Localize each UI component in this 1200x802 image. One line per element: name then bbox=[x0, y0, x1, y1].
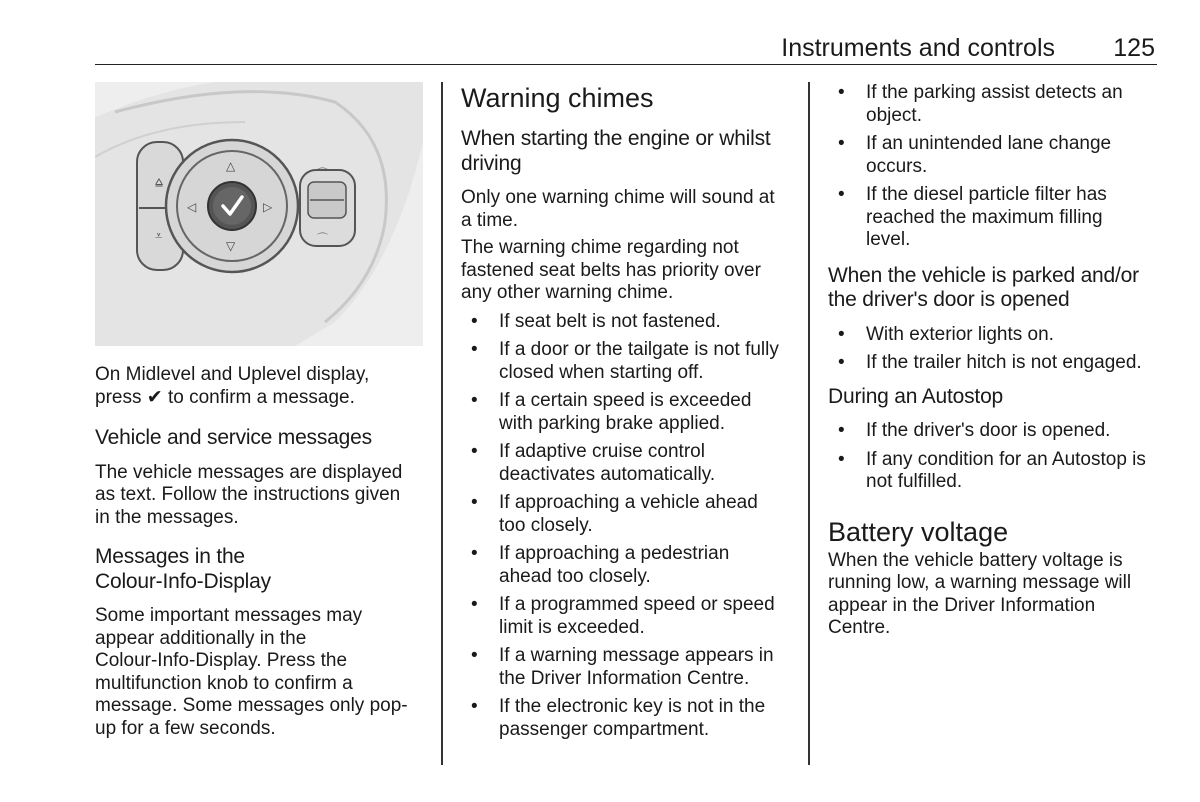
colour-info-heading bbox=[95, 545, 430, 594]
battery-voltage-title: Battery voltage bbox=[828, 516, 1009, 547]
text-line: Only one warning chime will sound at bbox=[461, 187, 775, 208]
text-line: Centre. bbox=[828, 617, 891, 638]
colour-info-text bbox=[95, 605, 430, 740]
text-line: any other warning chime. bbox=[461, 282, 674, 303]
steering-wheel-controls-icon bbox=[95, 82, 423, 346]
heading-line: the driver's door is opened bbox=[828, 288, 1070, 311]
heading-line: Colour-Info-Display bbox=[95, 569, 271, 593]
list-item bbox=[461, 492, 796, 537]
bullet-icon: • bbox=[471, 310, 478, 332]
starting-engine-heading bbox=[461, 127, 796, 176]
item-text: If the trailer hitch is not engaged. bbox=[866, 352, 1142, 373]
list-item bbox=[461, 339, 796, 384]
text-line: appear in the Driver Information bbox=[828, 594, 1096, 616]
bullet-icon: • bbox=[838, 352, 845, 373]
page-header bbox=[95, 30, 1157, 65]
list-item bbox=[828, 133, 1160, 178]
list-item bbox=[828, 324, 1160, 347]
list-item bbox=[828, 184, 1160, 252]
svg-text:⩠: ⩠ bbox=[155, 175, 163, 190]
check-icon: ✔ bbox=[146, 386, 163, 408]
item-text: the Driver Information Centre. bbox=[499, 667, 750, 689]
heading-line: When starting the engine or whilst bbox=[461, 127, 771, 150]
bullet-icon: • bbox=[471, 543, 478, 564]
bullet-icon: • bbox=[471, 594, 478, 615]
text-line: fastened seat belts has priority over bbox=[461, 259, 761, 281]
svg-text:△: △ bbox=[226, 159, 236, 173]
item-text: deactivates automatically. bbox=[499, 463, 716, 485]
item-text: not fulfilled. bbox=[866, 471, 963, 492]
text-line: up for a few seconds. bbox=[95, 717, 276, 739]
autostop-bullet-list bbox=[828, 420, 1160, 494]
item-text: passenger compartment. bbox=[499, 718, 710, 740]
item-text: If approaching a pedestrian bbox=[499, 543, 730, 564]
bullet-icon: • bbox=[838, 448, 845, 470]
svg-text:◁: ◁ bbox=[187, 200, 197, 214]
column-right bbox=[828, 82, 1160, 640]
bullet-icon: • bbox=[471, 390, 478, 411]
list-item bbox=[461, 594, 796, 639]
bullet-icon: • bbox=[838, 420, 845, 441]
heading-line: driving bbox=[461, 151, 522, 175]
chime-bullet-list-continued bbox=[828, 82, 1160, 252]
column-divider bbox=[441, 82, 443, 765]
item-text: If a programmed speed or speed bbox=[499, 594, 775, 615]
list-item bbox=[461, 441, 796, 486]
item-text: If the diesel particle filter has bbox=[866, 184, 1107, 205]
item-text: object. bbox=[866, 104, 922, 126]
item-text: If a door or the tailgate is not fully bbox=[499, 339, 779, 360]
bullet-icon: • bbox=[838, 323, 845, 345]
text-line: message. Some messages only pop- bbox=[95, 695, 408, 716]
steering-wheel-illustration bbox=[95, 82, 423, 346]
item-text: ahead too closely. bbox=[499, 565, 651, 587]
heading-line: When the vehicle is parked and/or bbox=[828, 263, 1139, 287]
text-line: in the messages. bbox=[95, 506, 239, 528]
svg-text:⌒: ⌒ bbox=[317, 167, 328, 180]
item-text: If approaching a vehicle ahead bbox=[499, 492, 758, 513]
list-item bbox=[461, 390, 796, 435]
bullet-icon: • bbox=[838, 184, 845, 205]
text-line: Colour-Info-Display. Press the bbox=[95, 650, 348, 671]
text-line: When the vehicle battery voltage is bbox=[828, 549, 1123, 571]
warning-chimes-title: Warning chimes bbox=[461, 83, 654, 113]
autostop-heading: During an Autostop bbox=[828, 384, 1004, 408]
item-text: If the driver's door is opened. bbox=[866, 420, 1111, 441]
section-title: Instruments and controls bbox=[781, 34, 1055, 62]
list-item bbox=[828, 82, 1160, 127]
chime-bullet-list bbox=[461, 311, 796, 742]
list-item bbox=[828, 420, 1160, 443]
text-line: appear additionally in the bbox=[95, 627, 307, 649]
chime-para-2 bbox=[461, 237, 796, 305]
svg-text:▽: ▽ bbox=[226, 239, 236, 253]
item-text: with parking brake applied. bbox=[499, 412, 726, 434]
bullet-icon: • bbox=[471, 645, 478, 666]
svg-text:⌒: ⌒ bbox=[317, 232, 328, 245]
svg-text:⩡: ⩡ bbox=[155, 229, 163, 244]
vehicle-messages-heading: Vehicle and service messages bbox=[95, 426, 372, 449]
item-text: If adaptive cruise control bbox=[499, 441, 705, 462]
item-text: closed when starting off. bbox=[499, 361, 704, 383]
item-text: If an unintended lane change bbox=[866, 133, 1112, 154]
heading-line: Messages in the bbox=[95, 545, 245, 568]
item-text: If a certain speed is exceeded bbox=[499, 390, 752, 411]
svg-text:▷: ▷ bbox=[263, 200, 273, 214]
item-text: If seat belt is not fastened. bbox=[499, 310, 721, 332]
column-divider bbox=[808, 82, 810, 765]
bullet-icon: • bbox=[838, 82, 845, 103]
text-line: On Midlevel and Uplevel display, bbox=[95, 364, 370, 385]
item-text: reached the maximum filling bbox=[866, 206, 1103, 228]
list-item bbox=[461, 696, 796, 741]
battery-voltage-text bbox=[828, 550, 1160, 640]
item-text: If any condition for an Autostop is bbox=[866, 448, 1146, 470]
page-number: 125 bbox=[1113, 34, 1155, 62]
parked-bullet-list bbox=[828, 324, 1160, 375]
bullet-icon: • bbox=[471, 696, 478, 717]
item-text: too closely. bbox=[499, 514, 593, 536]
item-text: If the parking assist detects an bbox=[866, 82, 1123, 103]
item-text: With exterior lights on. bbox=[866, 323, 1054, 345]
text-line: as text. Follow the instructions given bbox=[95, 484, 401, 505]
text-line: The vehicle messages are displayed bbox=[95, 461, 403, 483]
list-item bbox=[828, 449, 1160, 494]
list-item bbox=[828, 352, 1160, 375]
bullet-icon: • bbox=[838, 133, 845, 154]
text-line: press bbox=[95, 386, 142, 408]
column-left bbox=[95, 82, 430, 740]
text-line: multifunction knob to confirm a bbox=[95, 672, 353, 694]
item-text: limit is exceeded. bbox=[499, 616, 645, 638]
parked-heading bbox=[828, 264, 1160, 313]
item-text: level. bbox=[866, 229, 911, 250]
column-middle bbox=[461, 82, 796, 747]
bullet-icon: • bbox=[471, 441, 478, 462]
text-line: Some important messages may bbox=[95, 605, 363, 626]
list-item bbox=[461, 311, 796, 334]
text-line: a time. bbox=[461, 209, 519, 231]
text-line: to confirm a message. bbox=[167, 386, 355, 408]
item-text: occurs. bbox=[866, 155, 928, 177]
item-text: If a warning message appears in bbox=[499, 645, 774, 666]
item-text: If the electronic key is not in the bbox=[499, 696, 766, 717]
list-item bbox=[461, 543, 796, 588]
chime-para-1 bbox=[461, 187, 796, 232]
text-line: running low, a warning message will bbox=[828, 572, 1132, 593]
list-item bbox=[461, 645, 796, 690]
bullet-icon: • bbox=[471, 339, 478, 360]
bullet-icon: • bbox=[471, 492, 478, 513]
vehicle-messages-text bbox=[95, 462, 430, 530]
text-line: The warning chime regarding not bbox=[461, 237, 739, 258]
confirm-instruction bbox=[95, 364, 430, 409]
